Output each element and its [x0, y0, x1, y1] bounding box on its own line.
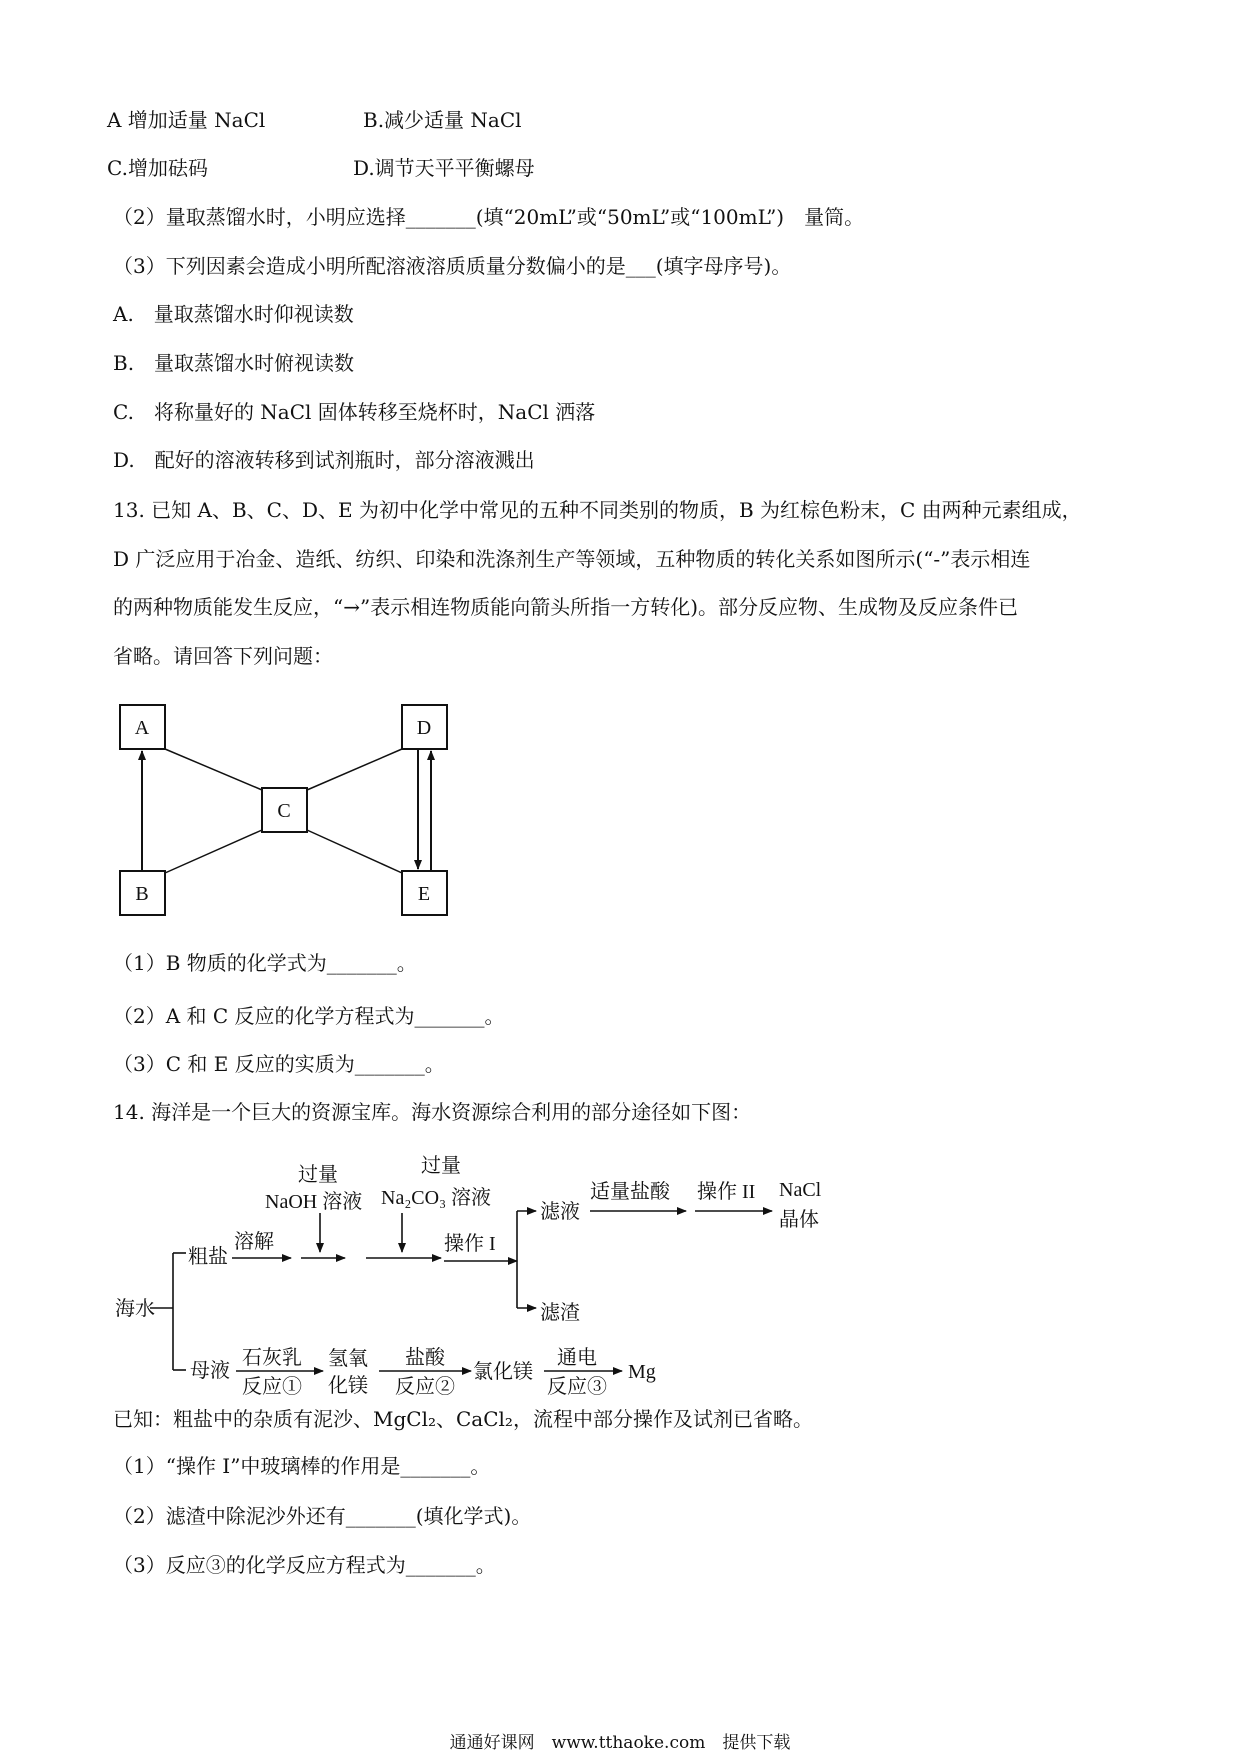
- node-crude-salt: 粗盐: [188, 1246, 228, 1268]
- node-mgoh2: 化镁: [328, 1375, 368, 1397]
- link-e-c: [307, 830, 402, 873]
- label-op2: 操作 II: [697, 1181, 756, 1203]
- q12-choice: D. 配好的溶液转移到试剂瓶时，部分溶液溅出: [113, 448, 535, 472]
- label-r3: 反应③: [547, 1376, 607, 1398]
- label-r1: 反应①: [242, 1376, 302, 1398]
- q12-option-d: D.调节天平平衡螺母: [353, 156, 535, 180]
- node-mgcl2: 氯化镁: [473, 1361, 533, 1383]
- node-nacl: NaCl: [779, 1179, 822, 1201]
- link-d-c: [307, 749, 402, 790]
- q13-stem: 的两种物质能发生反应，“→”表示相连物质能向箭头所指一方转化)。部分反应物、生成物及反应条件已: [113, 595, 1019, 619]
- q14-question: （1）“操作 I”中玻璃棒的作用是_______。: [113, 1454, 491, 1478]
- label-r2: 反应②: [395, 1376, 455, 1398]
- label-d: D: [416, 717, 432, 739]
- label-electrolysis: 通电: [557, 1347, 597, 1369]
- q13-question: （2）A 和 C 反应的化学方程式为_______。: [113, 1004, 505, 1028]
- node-mgoh2: 氢氧: [328, 1348, 368, 1370]
- label-op1: 操作 I: [444, 1233, 496, 1255]
- label-na2co3: Na₂CO₃ 溶液: [381, 1187, 492, 1209]
- q12-option-b: B.减少适量 NaCl: [363, 108, 522, 132]
- q12-sub2: （2）量取蒸馏水时，小明应选择_______(填“20mL”或“50mL”或“100mL”) 量筒。: [113, 205, 865, 229]
- q13-stem: 省略。请回答下列问题：: [113, 644, 333, 668]
- node-seawater: 海水: [115, 1298, 155, 1320]
- label-a: A: [134, 717, 150, 739]
- label-naoh: NaOH 溶液: [265, 1191, 363, 1213]
- node-mg: Mg: [628, 1361, 656, 1383]
- node-mother-liquor: 母液: [190, 1360, 230, 1382]
- q12-choice: B. 量取蒸馏水时俯视读数: [113, 351, 355, 375]
- node-filtrate: 滤液: [540, 1201, 580, 1223]
- label-hcl-moderate: 适量盐酸: [590, 1181, 670, 1203]
- label-b: B: [135, 883, 149, 905]
- label-excess: 过量: [421, 1155, 461, 1177]
- q13-question: （3）C 和 E 反应的实质为_______。: [113, 1052, 445, 1076]
- q13-stem: 13. 已知 A、B、C、D、E 为初中化学中常见的五种不同类别的物质，B 为红棕色粉末，C 由两种元素组成，: [113, 498, 1082, 522]
- link-a-c: [165, 749, 262, 790]
- page-footer: 通通好课网 www.tthaoke.com 提供下载: [449, 1733, 791, 1753]
- label-excess: 过量: [298, 1164, 338, 1186]
- q14-intro: 14. 海洋是一个巨大的资源宝库。海水资源综合利用的部分途径如下图：: [113, 1100, 752, 1124]
- label-lime: 石灰乳: [242, 1347, 302, 1369]
- q12-sub3: （3）下列因素会造成小明所配溶液溶质质量分数偏小的是___(填字母序号)。: [113, 254, 792, 278]
- label-hcl: 盐酸: [405, 1347, 445, 1369]
- node-residue: 滤渣: [540, 1302, 580, 1324]
- node-crystal: 晶体: [779, 1209, 819, 1231]
- q12-choice: C. 将称量好的 NaCl 固体转移至烧杯时，NaCl 洒落: [113, 400, 596, 424]
- q14-question: （3）反应③的化学反应方程式为_______。: [113, 1553, 496, 1577]
- q13-question: （1）B 物质的化学式为_______。: [113, 951, 417, 975]
- label-dissolve: 溶解: [234, 1231, 274, 1253]
- q12-option-a: A 增加适量 NaCl: [107, 108, 266, 132]
- link-b-c: [165, 830, 262, 873]
- label-e: E: [417, 883, 431, 905]
- q14-question: （2）滤渣中除泥沙外还有_______(填化学式)。: [113, 1504, 532, 1528]
- q12-choice: A. 量取蒸馏水时仰视读数: [113, 302, 354, 326]
- q13-stem: D 广泛应用于冶金、造纸、纺织、印染和洗涤剂生产等领域，五种物质的转化关系如图所示(“-”表示相连: [113, 547, 1031, 571]
- q14-known: 已知：粗盐中的杂质有泥沙、MgCl₂、CaCl₂，流程中部分操作及试剂已省略。: [113, 1407, 813, 1431]
- label-c: C: [277, 800, 291, 822]
- q12-option-c: C.增加砝码: [107, 156, 208, 180]
